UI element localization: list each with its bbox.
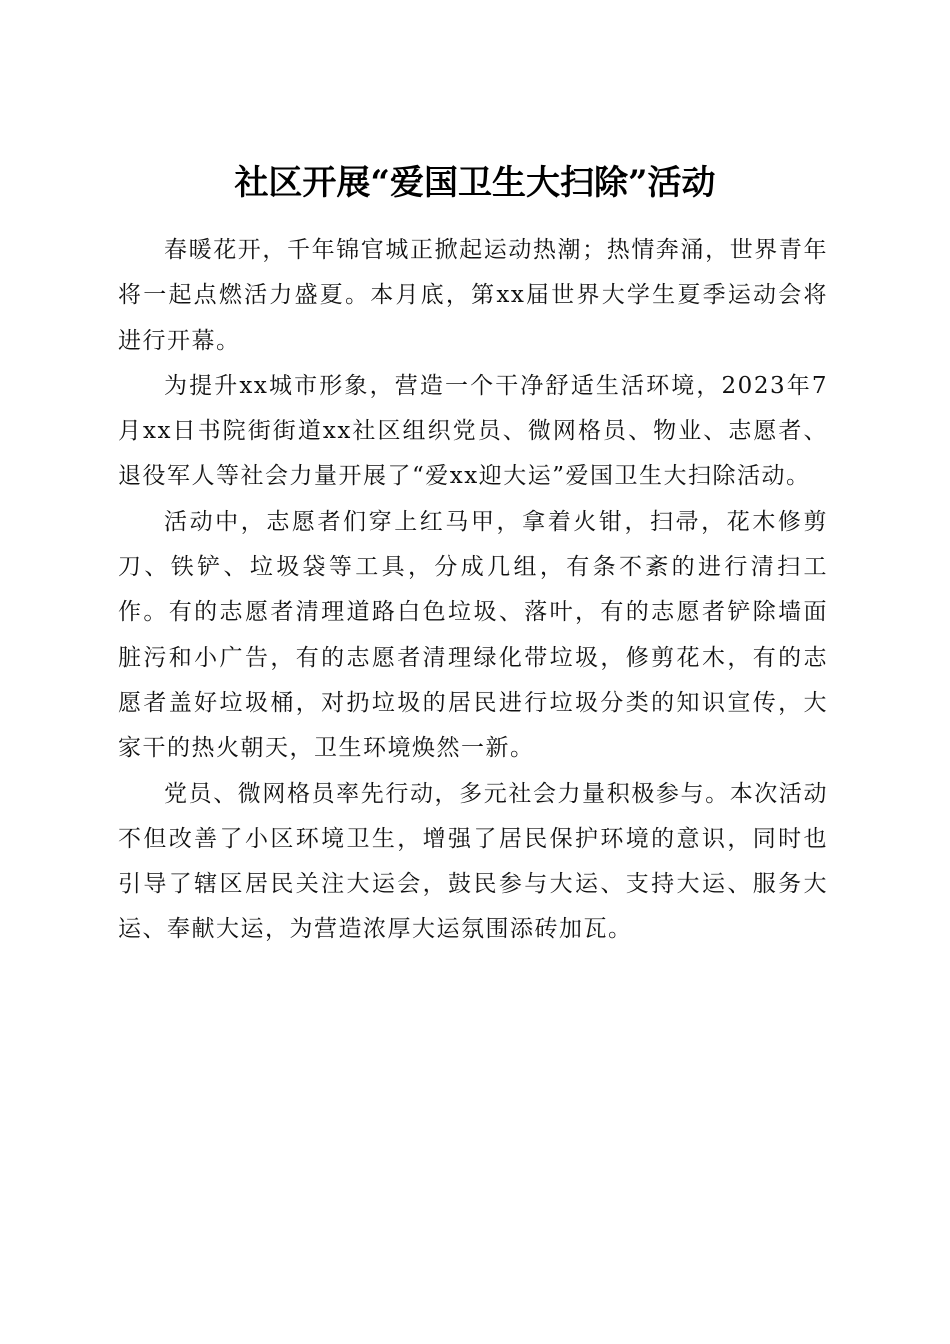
document-body	[118, 228, 828, 953]
paragraph-3: 活动中，志愿者们穿上红马甲，拿着火钳，扫帚，花木修剪刀、铁铲、垃圾袋等工具，分成几组，有条不紊的进行清扫工作。有的志愿者清理道路白色垃圾、落叶，有的志愿者铲除墙面脏污和小广告，有的志愿者清理绿化带垃圾，修剪花木，有的志愿者盖好垃圾桶，对扔垃圾的居民进行垃圾分类的知识宣传，大家干的热火朝天，卫生环境焕然一新。	[118, 508, 828, 762]
document-title: 社区开展“爱国卫生大扫除”活动	[234, 162, 716, 203]
paragraph-1: 春暖花开，千年锦官城正掀起运动热潮；热情奔涌，世界青年将一起点燃活力盛夏。本月底，第xx届世界大学生夏季运动会将进行开幕。	[118, 237, 828, 354]
paragraph-4: 党员、微网格员率先行动，多元社会力量积极参与。本次活动不但改善了小区环境卫生，增强了居民保护环境的意识，同时也引导了辖区居民关注大运会，鼓民参与大运、支持大运、服务大运、奉献大运，为营造浓厚大运氛围添砖加瓦。	[118, 780, 828, 943]
paragraph-2: 为提升xx城市形象，营造一个干净舒适生活环境，2023年7月xx日书院街街道xx社区组织党员、微网格员、物业、志愿者、退役军人等社会力量开展了“爱xx迎大运”爱国卫生大扫除活动。	[118, 372, 828, 490]
